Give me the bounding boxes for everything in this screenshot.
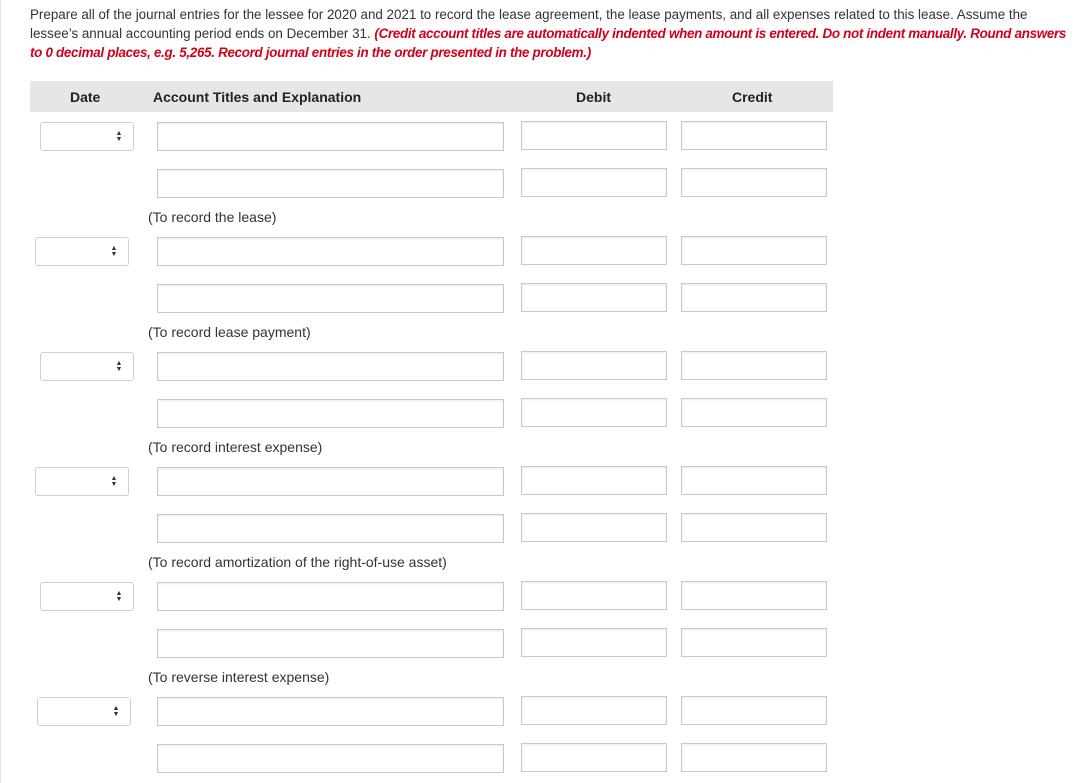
debit-input[interactable] (521, 513, 667, 542)
account-input[interactable] (157, 399, 504, 428)
account-input[interactable] (157, 697, 504, 726)
updown-arrows-icon: ▲ ▼ (115, 590, 123, 603)
debit-input[interactable] (521, 398, 667, 427)
debit-input[interactable] (521, 168, 667, 197)
header-debit: Debit (576, 89, 611, 105)
credit-input[interactable] (681, 466, 827, 495)
entry-note: (To record lease payment) (148, 324, 311, 340)
debit-input[interactable] (521, 236, 667, 265)
journal-table-header (30, 81, 833, 112)
credit-input[interactable] (681, 351, 827, 380)
credit-input[interactable] (681, 513, 827, 542)
account-input[interactable] (157, 237, 504, 266)
debit-input[interactable] (521, 696, 667, 725)
updown-arrows-icon: ▲ ▼ (112, 705, 120, 718)
header-date: Date (70, 89, 101, 105)
instructions (30, 5, 1075, 62)
date-select[interactable] (37, 697, 131, 726)
credit-input[interactable] (681, 236, 827, 265)
account-input[interactable] (157, 352, 504, 381)
debit-input[interactable] (521, 283, 667, 312)
account-input[interactable] (157, 467, 504, 496)
updown-arrows-icon: ▲ ▼ (115, 130, 123, 143)
entry-note: (To record amortization of the right-of-use asset) (148, 554, 447, 570)
account-input[interactable] (157, 169, 504, 198)
date-select[interactable] (40, 582, 134, 611)
credit-input[interactable] (681, 121, 827, 150)
instructions-emphasis: (Credit account titles are automatically indented when amount is entered. Do not indent manually. Round answers to 0 decimal places, e.g. 5,265. Record journal entries in the order presented in the problem.) (30, 26, 1067, 60)
header-account: Account Titles and Explanation (153, 89, 362, 105)
date-select[interactable] (35, 237, 129, 266)
credit-input[interactable] (681, 581, 827, 610)
account-input[interactable] (157, 582, 504, 611)
page-left-border (0, 0, 1, 783)
credit-input[interactable] (681, 696, 827, 725)
date-select[interactable] (35, 467, 129, 496)
credit-input[interactable] (681, 628, 827, 657)
credit-input[interactable] (681, 398, 827, 427)
debit-input[interactable] (521, 121, 667, 150)
debit-input[interactable] (521, 351, 667, 380)
updown-arrows-icon: ▲ ▼ (115, 360, 123, 373)
debit-input[interactable] (521, 466, 667, 495)
credit-input[interactable] (681, 743, 827, 772)
date-select[interactable] (40, 122, 134, 151)
updown-arrows-icon: ▲ ▼ (110, 245, 118, 258)
account-input[interactable] (157, 514, 504, 543)
credit-input[interactable] (681, 168, 827, 197)
instructions-text: Prepare all of the journal entries for the lessee for 2020 and 2021 to record the lease agreement, the lease payments, and all expenses related to this lease. Assume the lessee’s annual accounting period ends on December 31. (30, 7, 1028, 41)
date-select[interactable] (40, 352, 134, 381)
debit-input[interactable] (521, 743, 667, 772)
account-input[interactable] (157, 629, 504, 658)
entry-note: (To reverse interest expense) (148, 669, 330, 685)
debit-input[interactable] (521, 628, 667, 657)
header-credit: Credit (732, 89, 773, 105)
entry-note: (To record interest expense) (148, 439, 323, 455)
account-input[interactable] (157, 122, 504, 151)
account-input[interactable] (157, 744, 504, 773)
updown-arrows-icon: ▲ ▼ (110, 475, 118, 488)
account-input[interactable] (157, 284, 504, 313)
entry-note: (To record the lease) (148, 209, 277, 225)
debit-input[interactable] (521, 581, 667, 610)
credit-input[interactable] (681, 283, 827, 312)
